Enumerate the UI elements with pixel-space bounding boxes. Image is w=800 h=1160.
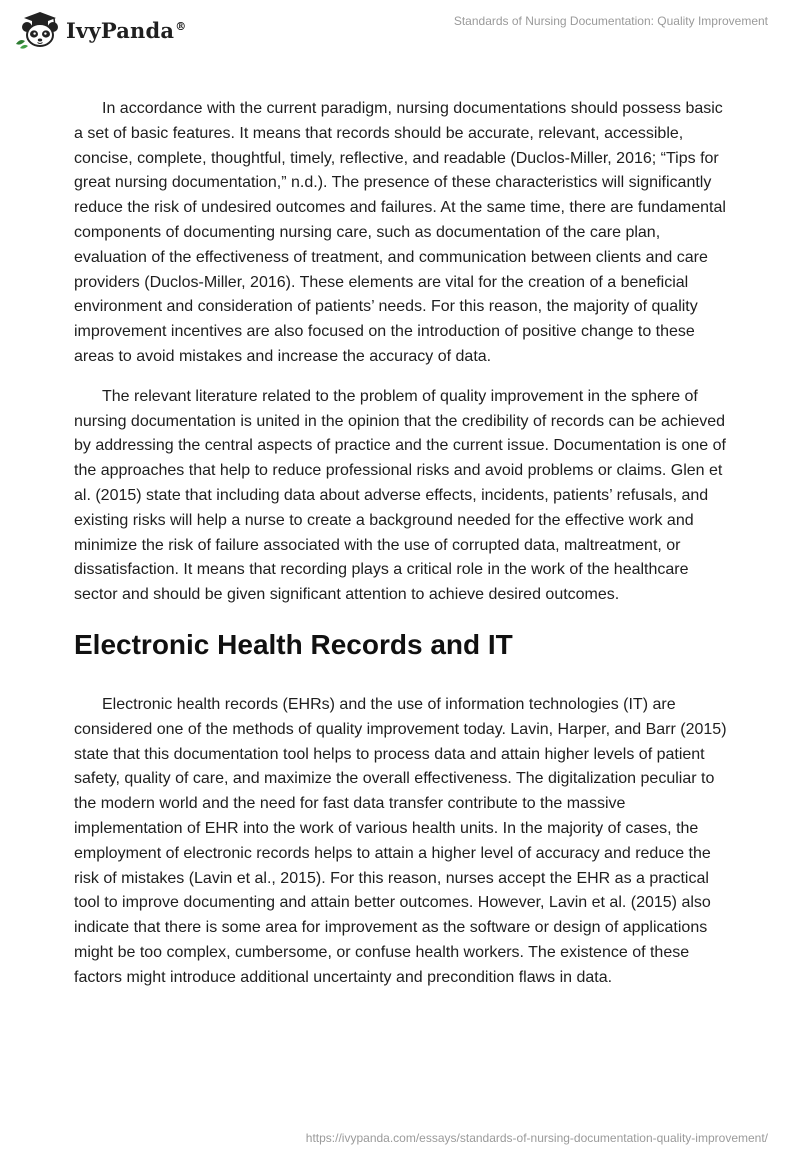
body-paragraph: Electronic health records (EHRs) and the use of information technologies (IT) are considered one of the methods of quality improvement today. Lavin, Harper, and Barr (2015) state that this documentation tool helps to process data and attain higher levels of patient safety, quality of care, and maximize the overall effectiveness. The digitalization peculiar to the modern world and the need for fast data transfer contribute to the massive implementation of EHR into the work of various health units. In the majority of cases, the employment of electronic records helps to attain a higher level of accuracy and reduce the risk of mistakes (Lavin et al., 2015). For this reason, nurses accept the EHR as a practical tool to improve documenting and attain better outcomes. However, Lavin et al. (2015) also indicate that there is some area for improvement as the software or design of applications might be too complex, cumbersome, or confuse health workers. The existence of these factors might introduce additional uncertainty and precondition flaws in data. — [74, 695, 727, 986]
logo-wordmark: IvyPanda® — [66, 17, 187, 43]
section-heading: Electronic Health Records and IT — [74, 628, 513, 660]
page-header — [0, 0, 800, 60]
panda-graduate-icon — [12, 10, 64, 50]
body-paragraph: The relevant literature related to the problem of quality improvement in the sphere of nursing documentation is united in the opinion that the credibility of records can be achieved by addressing the central aspects of practice and the current issue. Documentation is one of the approaches that help to reduce professional risks and avoid problems or claims. Glen et al. (2015) state that including data about adverse effects, incidents, patients’ refusals, and existing risks will help a nurse to create a background needed for the effective work and minimize the risk of failure associated with the use of corrupted data, maltreatment, or dissatisfaction. It means that recording plays a critical role in the work of the healthcare sector and should be given significant attention to achieve desired outcomes. — [74, 387, 726, 604]
source-url[interactable]: https://ivypanda.com/essays/standards-of-nursing-documentation-quality-improvement/ — [305, 1131, 768, 1145]
body-paragraph: In accordance with the current paradigm, nursing documentations should possess basic a set of basic features. It means that records should be accurate, relevant, accessible, concise, complete, thoughtful, timely, reflective, and readable (Duclos-Miller, 2016; “Tips for great nursing documentation,” n.d.). The presence of these characteristics will significantly reduce the risk of undesired outcomes and failures. At the same time, there are fundamental components of documenting nursing care, such as documentation of the care plan, evaluation of the effectiveness of treatment, and communication between clients and care providers (Duclos-Miller, 2016). These elements are vital for the creation of a beneficial environment and consideration of patients’ needs. For this reason, the majority of quality improvement incentives are also focused on the introduction of positive change to these areas to avoid mistakes and increase the accuracy of data. — [74, 100, 726, 365]
ivypanda-logo[interactable] — [12, 10, 186, 50]
essay-content — [74, 97, 732, 1006]
running-title: Standards of Nursing Documentation: Quality Improvement — [453, 14, 768, 28]
